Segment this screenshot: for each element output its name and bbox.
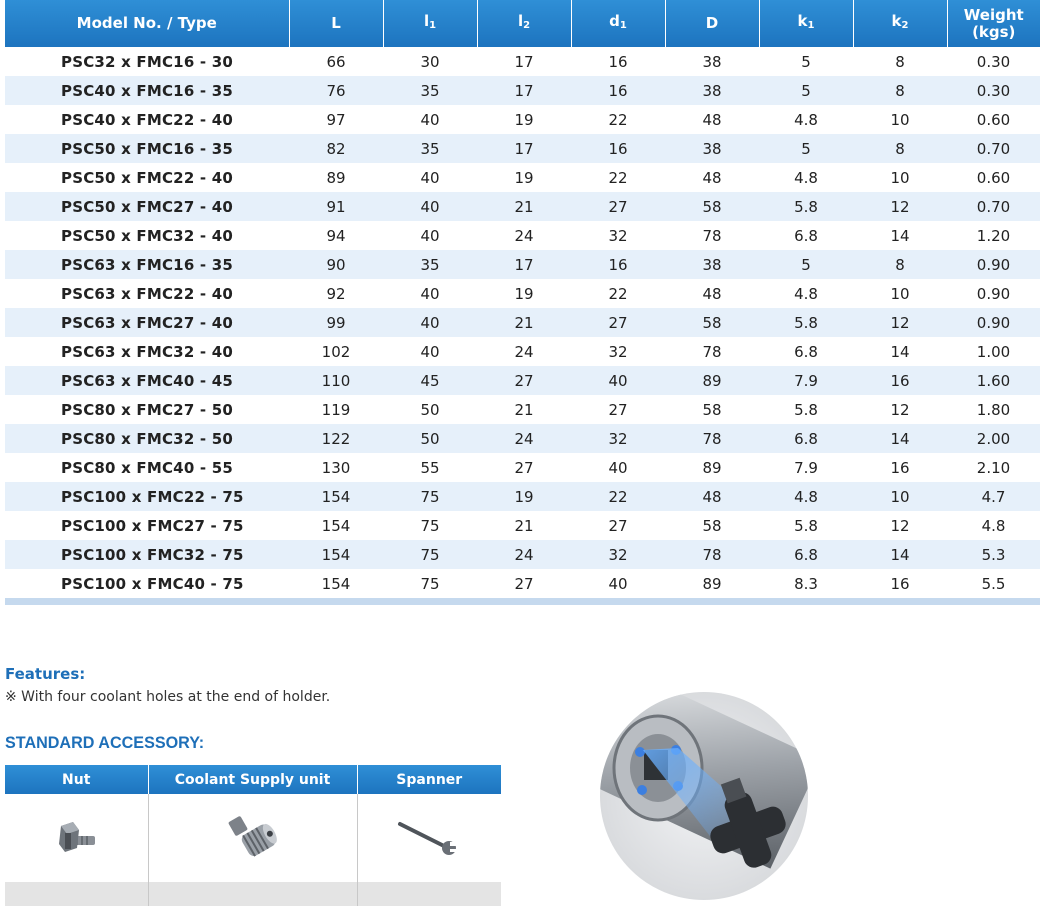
value-cell-d1: 22: [571, 482, 665, 511]
value-cell-D: 48: [702, 110, 722, 129]
value-cell-l1: 35: [383, 134, 477, 163]
value-cell-d1: 16: [608, 52, 628, 71]
value-cell-l2: 19: [514, 168, 534, 187]
accessory-table: [5, 765, 501, 906]
spec-header-row: [5, 0, 1040, 47]
value-cell-L: 66: [326, 52, 346, 71]
accessory-col-nut: Nut: [5, 765, 148, 794]
model-cell: PSC100 x FMC32 - 75: [5, 540, 289, 569]
value-cell-k2: 8: [853, 76, 947, 105]
value-cell-w: 1.60: [947, 366, 1040, 395]
model-cell: PSC63 x FMC32 - 40: [61, 342, 233, 361]
value-cell-D: 78: [665, 540, 759, 569]
accessory-col-spanner: Spanner: [357, 765, 501, 794]
model-cell: PSC63 x FMC27 - 40: [5, 308, 289, 337]
col-D: D: [665, 0, 759, 47]
value-cell-k2: 10: [890, 110, 910, 129]
value-cell-D: 48: [665, 482, 759, 511]
value-cell-w: 5.3: [947, 540, 1040, 569]
model-cell: PSC63 x FMC16 - 35: [5, 250, 289, 279]
model-cell: PSC32 x FMC16 - 30: [61, 52, 233, 71]
model-cell: PSC100 x FMC27 - 75: [61, 516, 244, 535]
value-cell-w: 1.20: [976, 226, 1011, 245]
col-l1: $l_1$: [383, 0, 477, 47]
value-cell-l2: 24: [477, 540, 571, 569]
value-cell-k2: 8: [895, 52, 905, 71]
value-cell-w: 1.80: [976, 400, 1011, 419]
value-cell-d1: 22: [608, 284, 628, 303]
spanner-icon: [394, 816, 464, 856]
model-cell: PSC63 x FMC22 - 40: [61, 284, 233, 303]
value-cell-D: 38: [665, 134, 759, 163]
value-cell-w: 0.30: [947, 76, 1040, 105]
footer-cell: [665, 598, 759, 605]
value-cell-k2: 12: [890, 516, 910, 535]
model-cell: PSC80 x FMC40 - 55: [61, 458, 233, 477]
value-cell-D: 78: [702, 226, 722, 245]
value-cell-L: 97: [326, 110, 346, 129]
value-cell-w: 2.00: [947, 424, 1040, 453]
value-cell-l1: 40: [420, 284, 440, 303]
value-cell-d1: 16: [571, 250, 665, 279]
features-title: Features:: [5, 665, 86, 683]
value-cell-l1: 50: [420, 400, 440, 419]
value-cell-w: 0.70: [947, 134, 1040, 163]
value-cell-k1: 5.8: [759, 308, 853, 337]
footer-cell: [5, 598, 289, 605]
value-cell-w: 5.5: [981, 574, 1006, 593]
value-cell-D: 38: [665, 250, 759, 279]
table-row: [5, 569, 1040, 598]
value-cell-D: 48: [702, 168, 722, 187]
value-cell-D: 48: [702, 284, 722, 303]
value-cell-k1: 6.8: [794, 342, 818, 361]
value-cell-L: 154: [321, 516, 351, 535]
accessory-col-coolant: Coolant Supply unit: [148, 765, 357, 794]
value-cell-D: 58: [702, 400, 722, 419]
value-cell-l2: 27: [514, 458, 534, 477]
value-cell-L: 154: [321, 574, 351, 593]
table-row: [5, 105, 1040, 134]
value-cell-w: 0.90: [976, 284, 1011, 303]
table-row: [5, 134, 1040, 163]
col-d1: $d_1$: [571, 0, 665, 47]
value-cell-k1: 7.9: [759, 366, 853, 395]
value-cell-l1: 75: [420, 574, 440, 593]
value-cell-D: 89: [702, 574, 722, 593]
value-cell-D: 58: [665, 308, 759, 337]
value-cell-d1: 27: [608, 400, 628, 419]
value-cell-k2: 12: [853, 308, 947, 337]
model-cell: PSC50 x FMC16 - 35: [5, 134, 289, 163]
value-cell-d1: 22: [608, 168, 628, 187]
value-cell-L: 76: [289, 76, 383, 105]
value-cell-d1: 32: [608, 342, 628, 361]
value-cell-l2: 17: [514, 52, 534, 71]
value-cell-k2: 12: [890, 400, 910, 419]
accessory-footer-row: [5, 882, 501, 906]
value-cell-w: 2.10: [976, 458, 1011, 477]
footer-cell: [571, 598, 665, 605]
coolant-unit-icon: [223, 810, 283, 862]
value-cell-w: 4.7: [947, 482, 1040, 511]
value-cell-L: 130: [321, 458, 351, 477]
value-cell-w: 0.90: [947, 250, 1040, 279]
model-cell: PSC50 x FMC32 - 40: [61, 226, 233, 245]
value-cell-d1: 22: [608, 110, 628, 129]
table-row: [5, 279, 1040, 308]
value-cell-l1: 30: [420, 52, 440, 71]
value-cell-l2: 27: [477, 366, 571, 395]
table-footer-bar: [5, 598, 1040, 605]
value-cell-l1: 75: [420, 516, 440, 535]
value-cell-d1: 40: [608, 458, 628, 477]
value-cell-l1: 40: [383, 192, 477, 221]
value-cell-L: 82: [289, 134, 383, 163]
value-cell-L: 89: [326, 168, 346, 187]
footer-cell: [759, 598, 853, 605]
value-cell-d1: 40: [608, 574, 628, 593]
value-cell-l2: 21: [514, 516, 534, 535]
value-cell-l2: 27: [514, 574, 534, 593]
value-cell-d1: 27: [571, 192, 665, 221]
value-cell-l2: 17: [477, 250, 571, 279]
table-row: [5, 337, 1040, 366]
value-cell-l2: 19: [477, 482, 571, 511]
footer-cell: [289, 598, 383, 605]
col-weight: Weight (kgs): [947, 0, 1040, 47]
spec-body: [5, 47, 1040, 605]
value-cell-l2: 19: [514, 110, 534, 129]
spec-table: [5, 0, 1040, 605]
value-cell-l1: 55: [420, 458, 440, 477]
spanner-cell: [357, 794, 501, 882]
value-cell-l1: 40: [420, 168, 440, 187]
value-cell-L: 92: [326, 284, 346, 303]
footer-cell: [853, 598, 947, 605]
value-cell-l1: 40: [420, 342, 440, 361]
value-cell-l1: 45: [383, 366, 477, 395]
value-cell-l2: 24: [514, 226, 534, 245]
value-cell-k2: 16: [853, 366, 947, 395]
value-cell-w: 0.30: [976, 52, 1011, 71]
value-cell-L: 91: [289, 192, 383, 221]
value-cell-L: 119: [321, 400, 351, 419]
accessory-footer-cell: [357, 882, 501, 906]
value-cell-d1: 32: [571, 424, 665, 453]
value-cell-w: 4.8: [981, 516, 1006, 535]
value-cell-k2: 12: [853, 192, 947, 221]
value-cell-L: 110: [289, 366, 383, 395]
value-cell-k2: 10: [853, 482, 947, 511]
value-cell-L: 154: [289, 482, 383, 511]
value-cell-k2: 16: [890, 574, 910, 593]
value-cell-l2: 24: [477, 424, 571, 453]
value-cell-k1: 4.8: [794, 110, 818, 129]
value-cell-k1: 5.8: [794, 400, 818, 419]
value-cell-l2: 21: [514, 400, 534, 419]
value-cell-d1: 32: [571, 540, 665, 569]
value-cell-D: 89: [665, 366, 759, 395]
value-cell-d1: 27: [608, 516, 628, 535]
value-cell-k1: 7.9: [794, 458, 818, 477]
value-cell-k2: 14: [890, 226, 910, 245]
value-cell-l2: 21: [477, 308, 571, 337]
value-cell-D: 58: [665, 192, 759, 221]
value-cell-l2: 17: [477, 76, 571, 105]
value-cell-k1: 6.8: [794, 226, 818, 245]
table-row: [5, 366, 1040, 395]
value-cell-d1: 32: [608, 226, 628, 245]
value-cell-w: 0.60: [976, 110, 1011, 129]
value-cell-L: 122: [289, 424, 383, 453]
value-cell-l1: 35: [383, 250, 477, 279]
model-cell: PSC40 x FMC16 - 35: [5, 76, 289, 105]
accessory-image-row: [5, 794, 501, 882]
value-cell-D: 58: [702, 516, 722, 535]
nut-cell: [5, 794, 148, 882]
value-cell-k2: 10: [890, 284, 910, 303]
value-cell-L: 99: [289, 308, 383, 337]
table-row: [5, 482, 1040, 511]
value-cell-D: 89: [702, 458, 722, 477]
value-cell-w: 0.60: [976, 168, 1011, 187]
value-cell-k2: 10: [890, 168, 910, 187]
model-cell: PSC80 x FMC32 - 50: [5, 424, 289, 453]
value-cell-l1: 40: [420, 226, 440, 245]
col-k2: $k_2$: [853, 0, 947, 47]
value-cell-k1: 5: [759, 76, 853, 105]
table-row: [5, 221, 1040, 250]
value-cell-l1: 75: [383, 482, 477, 511]
value-cell-k1: 5.8: [794, 516, 818, 535]
model-cell: PSC100 x FMC22 - 75: [5, 482, 289, 511]
col-L: L: [289, 0, 383, 47]
value-cell-L: 102: [321, 342, 351, 361]
value-cell-d1: 16: [571, 76, 665, 105]
col-model: Model No. / Type: [5, 0, 289, 47]
table-row: [5, 395, 1040, 424]
accessory-title: STANDARD ACCESSORY:: [5, 733, 205, 752]
table-row: [5, 424, 1040, 453]
footer-cell: [383, 598, 477, 605]
value-cell-k2: 8: [853, 250, 947, 279]
value-cell-l1: 40: [420, 110, 440, 129]
table-row: [5, 540, 1040, 569]
nut-icon: [51, 814, 101, 858]
value-cell-l2: 17: [477, 134, 571, 163]
value-cell-l1: 35: [383, 76, 477, 105]
value-cell-w: 0.70: [947, 192, 1040, 221]
value-cell-k1: 4.8: [759, 482, 853, 511]
value-cell-d1: 16: [571, 134, 665, 163]
value-cell-d1: 27: [571, 308, 665, 337]
value-cell-k1: 4.8: [794, 168, 818, 187]
value-cell-k1: 4.8: [794, 284, 818, 303]
value-cell-l2: 21: [477, 192, 571, 221]
value-cell-k2: 16: [890, 458, 910, 477]
value-cell-l1: 40: [383, 308, 477, 337]
table-row: [5, 163, 1040, 192]
value-cell-l2: 24: [514, 342, 534, 361]
value-cell-D: 78: [702, 342, 722, 361]
accessory-footer-cell: [5, 882, 148, 906]
value-cell-L: 90: [289, 250, 383, 279]
value-cell-k2: 8: [853, 134, 947, 163]
value-cell-D: 38: [665, 76, 759, 105]
value-cell-k1: 6.8: [759, 424, 853, 453]
value-cell-w: 1.00: [976, 342, 1011, 361]
model-cell: PSC50 x FMC27 - 40: [5, 192, 289, 221]
col-l2: $l_2$: [477, 0, 571, 47]
value-cell-D: 38: [702, 52, 722, 71]
value-cell-L: 94: [326, 226, 346, 245]
table-row: [5, 453, 1040, 482]
model-cell: PSC40 x FMC22 - 40: [61, 110, 233, 129]
value-cell-D: 78: [665, 424, 759, 453]
model-cell: PSC50 x FMC22 - 40: [61, 168, 233, 187]
table-row: [5, 47, 1040, 76]
model-cell: PSC80 x FMC27 - 50: [61, 400, 233, 419]
value-cell-k1: 5: [759, 250, 853, 279]
col-k1: $k_1$: [759, 0, 853, 47]
value-cell-k1: 8.3: [794, 574, 818, 593]
model-cell: PSC100 x FMC40 - 75: [61, 574, 244, 593]
value-cell-k2: 14: [853, 540, 947, 569]
value-cell-w: 0.90: [947, 308, 1040, 337]
table-row: [5, 511, 1040, 540]
value-cell-l1: 75: [383, 540, 477, 569]
features-text: ※ With four coolant holes at the end of holder.: [5, 689, 331, 705]
value-cell-l1: 50: [383, 424, 477, 453]
table-row: [5, 250, 1040, 279]
model-cell: PSC63 x FMC40 - 45: [5, 366, 289, 395]
table-row: [5, 308, 1040, 337]
value-cell-k2: 14: [890, 342, 910, 361]
table-row: [5, 192, 1040, 221]
accessory-footer-cell: [148, 882, 357, 906]
value-cell-k1: 6.8: [759, 540, 853, 569]
accessory-header-row: [5, 765, 501, 794]
value-cell-k1: 5: [801, 52, 811, 71]
value-cell-k2: 14: [853, 424, 947, 453]
coolant-cell: [148, 794, 357, 882]
coolant-holder-photo: [598, 690, 810, 902]
value-cell-k1: 5: [759, 134, 853, 163]
footer-cell: [477, 598, 571, 605]
value-cell-L: 154: [289, 540, 383, 569]
table-row: [5, 76, 1040, 105]
value-cell-l2: 19: [514, 284, 534, 303]
value-cell-d1: 40: [571, 366, 665, 395]
value-cell-k1: 5.8: [759, 192, 853, 221]
footer-cell: [947, 598, 1040, 605]
